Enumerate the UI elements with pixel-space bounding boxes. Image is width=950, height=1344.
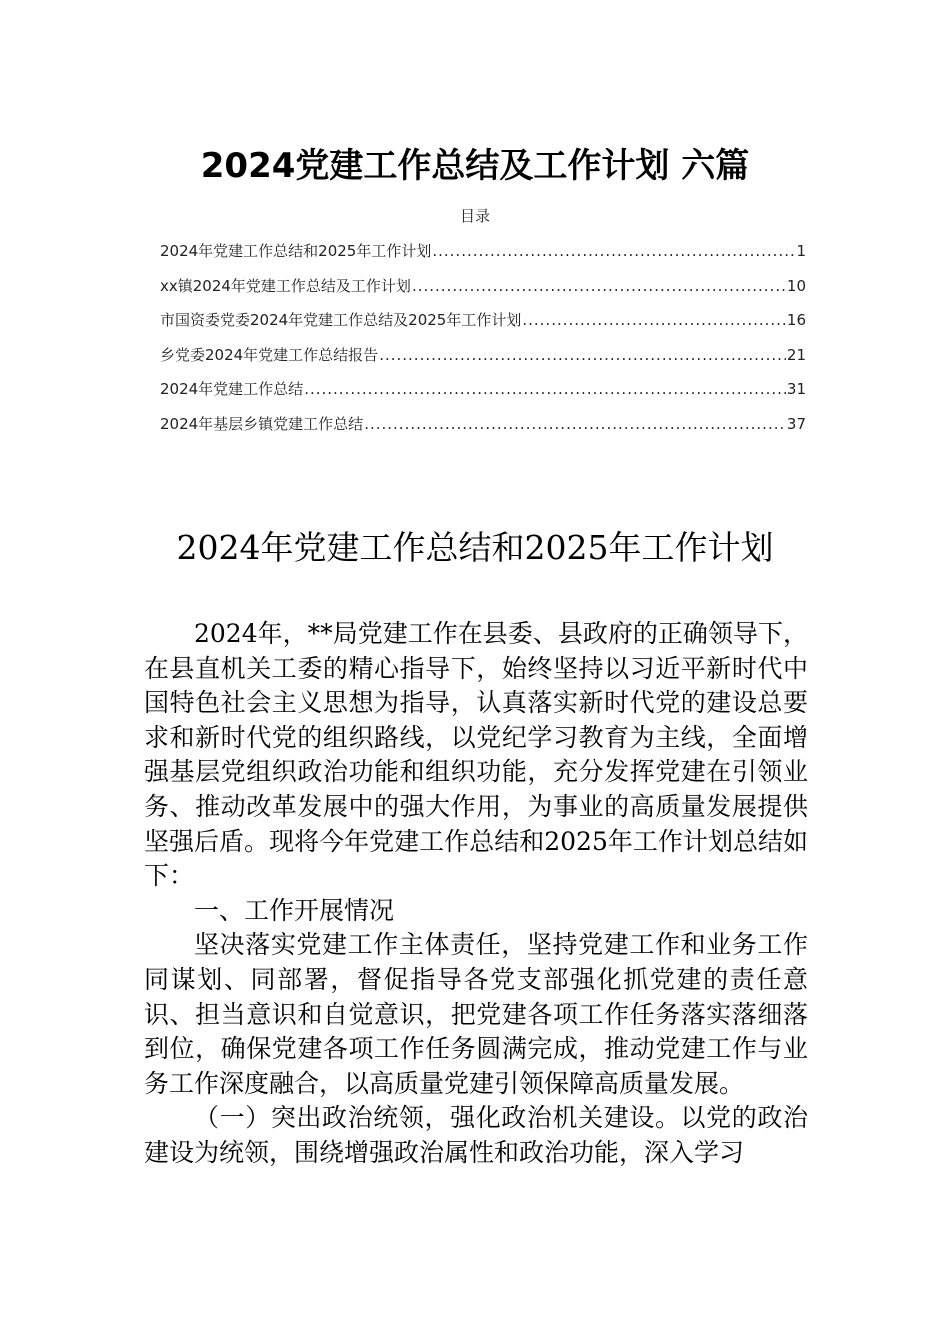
toc-entry-page: 10 <box>786 276 806 295</box>
toc-entry[interactable] <box>160 376 806 411</box>
body-paragraph: 2024年，**局党建工作在县委、县政府的正确领导下，在县直机关工委的精心指导下，始终坚持以习近平新时代中国特色社会主义思想为指导，认真落实新时代党的建设总要求和新时代党的组织路线，以党纪学习教育为主线，全面增强基层党组织政治功能和组织功能，充分发挥党建在引领业务、推动改革发展中的强大作用，为事业的高质量发展提供坚强后盾。现将今年党建工作总结和2025年工作计划总结如下： <box>144 619 808 891</box>
toc-leader-dots <box>364 411 786 437</box>
toc-entry[interactable] <box>160 411 806 446</box>
toc-entry-text: 乡党委2024年党建工作总结报告 <box>160 345 379 364</box>
section-heading: 一、工作开展情况 <box>194 895 395 925</box>
toc-entry[interactable] <box>160 273 806 308</box>
section-title: 2024年党建工作总结和2025年工作计划 <box>176 528 774 567</box>
toc-leader-dots <box>379 342 786 368</box>
toc-leader-dots <box>412 273 786 299</box>
toc-entry-page: 31 <box>786 380 806 399</box>
body-text <box>144 617 808 1171</box>
toc-entry[interactable] <box>160 238 806 273</box>
toc-entry[interactable] <box>160 307 806 342</box>
toc-leader-dots <box>304 376 786 402</box>
body-paragraph: （一）突出政治统领，强化政治机关建设。以党的政治建设为统领，围绕增强政治属性和政治功能，深入学习 <box>144 1103 808 1167</box>
toc-leader-dots <box>522 307 786 333</box>
toc-entry[interactable] <box>160 342 806 377</box>
toc-entry-text: 2024年党建工作总结和2025年工作计划 <box>160 242 432 260</box>
toc-heading: 目录 <box>459 207 490 225</box>
toc-leader-dots <box>432 238 795 264</box>
toc-entry-page: 16 <box>786 311 806 330</box>
toc-entry-text: 2024年党建工作总结 <box>160 380 304 399</box>
toc-entry-text: 市国资委党委2024年党建工作总结及2025年工作计划 <box>160 311 522 330</box>
document-title: 2024党建工作总结及工作计划 六篇 <box>200 146 750 186</box>
toc-entry-page: 1 <box>796 242 806 260</box>
table-of-contents <box>160 238 806 446</box>
toc-entry-text: xx镇2024年党建工作总结及工作计划 <box>160 276 411 295</box>
body-paragraph: 坚决落实党建工作主体责任，坚持党建工作和业务工作同谋划、同部署，督促指导各党支部强化抓党建的责任意识、担当意识和自觉意识，把党建各项工作任务落实落细落到位，确保党建各项工作任务圆满完成，推动党建工作与业务工作深度融合，以高质量党建引领保障高质量发展。 <box>144 930 808 1098</box>
toc-entry-page: 21 <box>786 345 806 364</box>
toc-entry-page: 37 <box>786 414 806 433</box>
toc-entry-text: 2024年基层乡镇党建工作总结 <box>160 414 364 433</box>
